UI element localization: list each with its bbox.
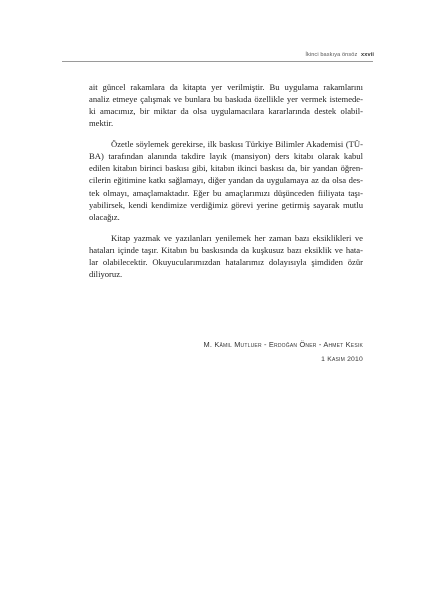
text-line: tek olmayı, amaçlamaktadır. Eğer bu amaçlarımızı düşünceden fiiliyata taşı- xyxy=(89,187,363,198)
running-header xyxy=(305,52,374,58)
text-line: diliyoruz. xyxy=(89,269,123,280)
text-line: BA) tarafından alanında takdire layık (mansiyon) ders kitabı olarak kabul xyxy=(89,150,363,161)
text-line: ki amacımız, bir miktar da olsa uygulamacılara kararlarında destek olabil- xyxy=(89,106,363,117)
paragraph-spacer xyxy=(89,130,363,138)
text-line: analiz etmeye çalışmak ve bunlara bu baskıda özellikle yer vermek istemede- xyxy=(89,93,363,104)
page-number: xxvii xyxy=(361,52,374,58)
signature-date: 1 Kasım 2010 xyxy=(321,356,363,363)
paragraph-3 xyxy=(89,232,363,281)
text-line: yabilirsek, kendi kendimize verdiğimiz görevi yerine getirmiş sayarak mutlu xyxy=(89,200,363,211)
signature-block xyxy=(203,337,363,367)
text-line: edilen kitabın birinci baskısı gibi, kitabın ikinci baskısı da, bir yandan öğren- xyxy=(89,163,363,174)
author-names: M. Kâmil Mutluer - Erdoğan Öner - Ahmet Kesik xyxy=(203,340,363,349)
running-title: İkinci baskıya önsöz xyxy=(305,52,358,58)
text-line: lar olabilecektir. Okuyucularımızdan hatalarımız dolayısıyla şimdiden özür xyxy=(89,257,363,268)
preface-body xyxy=(89,81,363,281)
text-line: olacağız. xyxy=(89,212,120,223)
text-line: cilerin eğitimine katkı sağlamayı, diğer yandan da uygulamaya az da olsa des- xyxy=(89,175,363,186)
paragraph-1 xyxy=(89,81,363,130)
text-line: ait güncel rakamlara da kitapta yer verilmiştir. Bu uygulama rakamlarını xyxy=(89,81,363,92)
text-line: hataları içinde taşır. Kitabın bu baskısında da kuşkusuz bazı eksiklik ve hata- xyxy=(89,244,363,255)
text-line: Kitap yazmak ve yazılanları yenilemek her zaman bazı eksiklikleri ve xyxy=(111,232,363,243)
header-rule xyxy=(62,61,373,62)
paragraph-2 xyxy=(89,138,363,224)
paragraph-spacer xyxy=(89,224,363,232)
text-line: Özetle söylemek gerekirse, ilk baskısı Türkiye Bilimler Akademisi (TÜ- xyxy=(111,138,363,149)
text-line: mektir. xyxy=(89,118,114,129)
